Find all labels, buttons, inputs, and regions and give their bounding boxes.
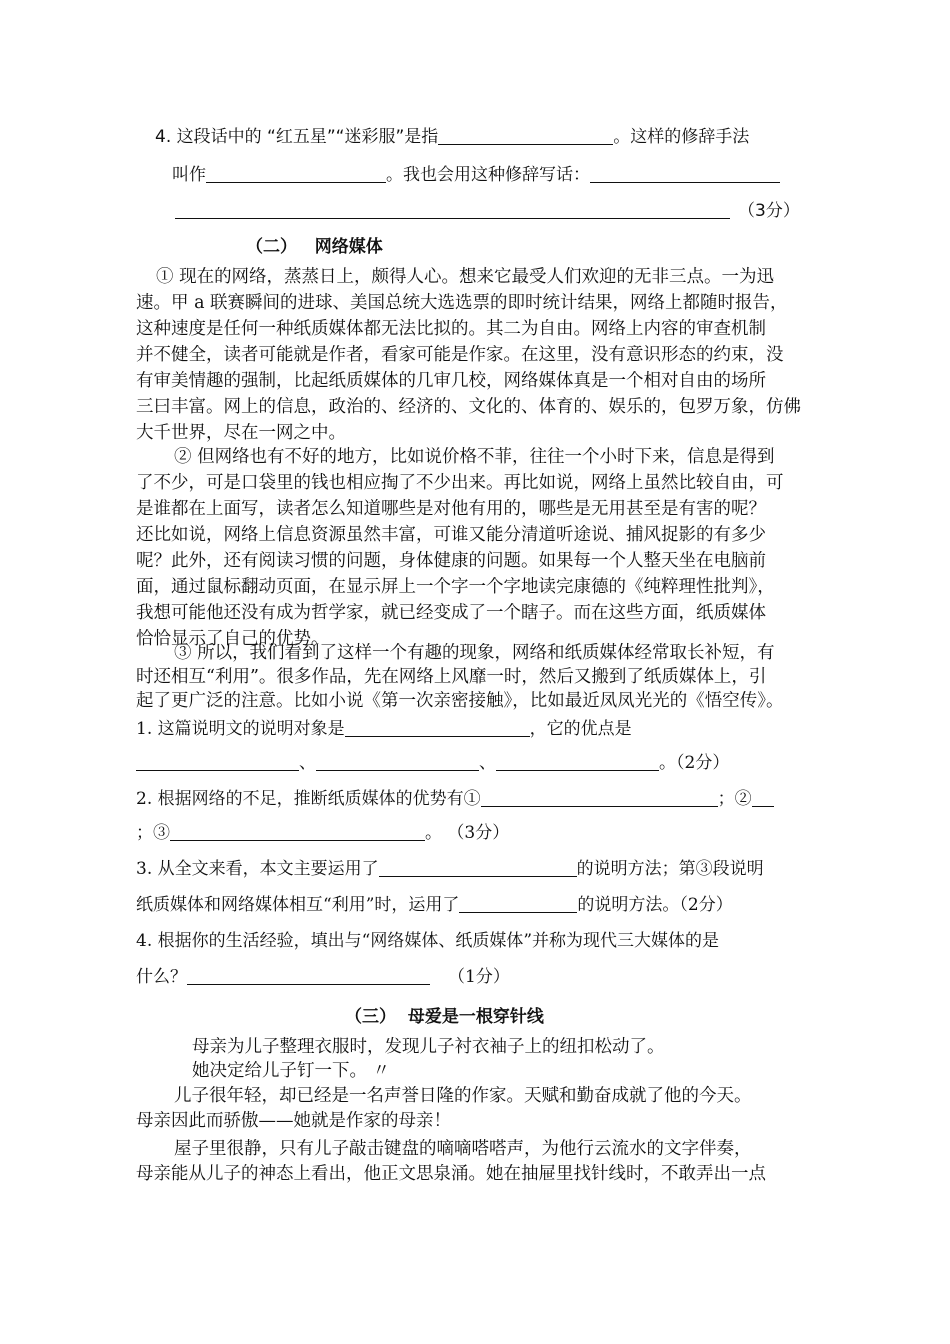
q4-score: （3分） [738, 201, 800, 221]
answer-blank[interactable] [752, 788, 774, 807]
q4-prompt-part1: 4. 这段话中的 “红五星”“迷彩服”是指 [155, 127, 439, 147]
answer-blank[interactable] [438, 126, 613, 145]
question-1-prompt-cont: ，它的优点是 [529, 719, 632, 739]
question-3-line1 [136, 858, 764, 880]
question-2-line2 [136, 822, 509, 844]
question-4-line2 [136, 966, 510, 988]
body-line: 母亲为儿子整理衣服时，发现儿子衬衣袖子上的纽扣松动了。 [192, 1037, 665, 1057]
question-2-line1 [136, 788, 774, 810]
question-4-prompt: 4. 根据你的生活经验，填出与“网络媒体、纸质媒体”并称为现代三大媒体的是 [136, 931, 720, 951]
question-2-sep: ；③ [136, 823, 170, 843]
body-line: 起了更广泛的注意。比如小说《第一次亲密接触》，比如最近凤凤光光的《悟空传》。 [136, 691, 784, 711]
body-line: 是谁都在上面写，读者怎么知道哪些是对他有用的，哪些是无用甚至是有害的呢？ [136, 499, 766, 519]
answer-blank[interactable] [136, 752, 299, 771]
question-3-prompt-cont: 的说明方法；第③段说明 [576, 859, 764, 879]
body-line: ② 但网络也有不好的地方，比如说价格不菲，往往一个小时下来，信息是得到 [174, 447, 775, 467]
body-line: 她决定给儿子钉一下。 〃 [192, 1061, 391, 1081]
body-line: 有审美情趣的强制，比起纸质媒体的几审几校，网络媒体真是一个相对自由的场所 [136, 371, 766, 391]
body-line: 了不少，可是口袋里的钱也相应掏了不少出来。再比如说，网络上虽然比较自由，可 [136, 473, 784, 493]
body-line: 并不健全，读者可能就是作者，看家可能是作家。在这里，没有意识形态的约束，没 [136, 345, 784, 365]
body-line: ③ 所以，我们看到了这样一个有趣的现象，网络和纸质媒体经常取长补短，有 [174, 643, 775, 663]
body-line: 这种速度是任何一种纸质媒体都无法比拟的。其二为自由。网络上内容的审查机制 [136, 319, 766, 339]
q4-line3 [175, 200, 800, 222]
q4-prompt-part4: 。我也会用这种修辞写话： [386, 165, 590, 185]
body-line: 儿子很年轻，却已经是一名声誉日隆的作家。天赋和勤奋成就了他的今天。 [174, 1086, 752, 1106]
separator: 、 [299, 753, 316, 773]
q4-line2 [172, 164, 780, 186]
body-line: 我想可能他还没有成为哲学家，就已经变成了一个瞎子。而在这些方面，纸质媒体 [136, 603, 766, 623]
answer-blank[interactable] [496, 752, 659, 771]
answer-blank[interactable] [590, 164, 780, 183]
answer-blank[interactable] [170, 822, 425, 841]
body-line: 恰恰显示了自己的优势。 [136, 629, 329, 649]
question-1-line1 [136, 718, 632, 740]
q4-prompt-part2: 。这样的修辞手法 [613, 127, 750, 147]
answer-blank[interactable] [481, 788, 718, 807]
question-1-prompt: 1. 这篇说明文的说明对象是 [136, 719, 345, 739]
answer-blank[interactable] [379, 858, 577, 877]
answer-blank[interactable] [345, 718, 530, 737]
answer-blank[interactable] [187, 966, 430, 985]
question-1-line2 [136, 752, 729, 774]
question-3-prompt-line2: 纸质媒体和网络媒体相互“利用”时，运用了 [136, 895, 460, 915]
body-line: 母亲因此而骄傲——她就是作家的母亲！ [136, 1111, 451, 1131]
question-2-sep: ；② [717, 789, 752, 809]
question-3-line2 [136, 894, 733, 916]
body-line: 还比如说，网络上信息资源虽然丰富，可谁又能分清道听途说、捕风捉影的有多少 [136, 525, 766, 545]
question-2-prompt: 2. 根据网络的不足，推断纸质媒体的优势有① [136, 789, 481, 809]
body-line: 时还相互“利用”。很多作品，先在网络上风靡一时，然后又搬到了纸质媒体上，引 [136, 667, 767, 687]
answer-blank[interactable] [175, 200, 730, 219]
question-1-score: 。（2分） [659, 753, 730, 773]
body-line: 三曰丰富。网上的信息，政治的、经济的、文化的、体育的、娱乐的，包罗万象，仿佛 [136, 397, 801, 417]
answer-blank[interactable] [316, 752, 479, 771]
body-line: 面，通过鼠标翻动页面，在显示屏上一个字一个字地读完康德的《纯粹理性批判》， [136, 577, 775, 597]
question-2-score: 。 （3分） [425, 823, 510, 843]
q4-line1 [155, 126, 749, 148]
question-3-prompt: 3. 从全文来看，本文主要运用了 [136, 859, 379, 879]
question-4-prompt-cont: 什么？ [136, 967, 187, 987]
body-line: 母亲能从儿子的神态上看出，他正文思泉涌。她在抽屉里找针线时，不敢弄出一点 [136, 1164, 766, 1184]
answer-blank[interactable] [459, 894, 577, 913]
body-line: 速。甲 a 联赛瞬间的进球、美国总统大选选票的即时统计结果，网络上都随时报告， [136, 293, 788, 313]
question-4-score: （1分） [448, 967, 510, 987]
body-line: ① 现在的网络，蒸蒸日上，颇得人心。想来它最受人们欢迎的无非三点。一为迅 [156, 267, 775, 287]
question-3-score: 的说明方法。（2分） [577, 895, 733, 915]
section3-title: （三） 母爱是一根穿针线 [345, 1007, 544, 1027]
body-line: 大千世界，尽在一网之中。 [136, 423, 346, 443]
answer-blank[interactable] [206, 164, 386, 183]
section2-title: （二） 网络媒体 [246, 237, 383, 257]
separator: 、 [479, 753, 496, 773]
body-line: 呢？此外，还有阅读习惯的问题，身体健康的问题。如果每一个人整天坐在电脑前 [136, 551, 766, 571]
q4-prompt-part3: 叫作 [172, 165, 206, 185]
question-4-line1 [136, 930, 719, 952]
body-line: 屋子里很静，只有儿子敲击键盘的嘀嘀嗒嗒声，为他行云流水的文字伴奏， [174, 1139, 752, 1159]
